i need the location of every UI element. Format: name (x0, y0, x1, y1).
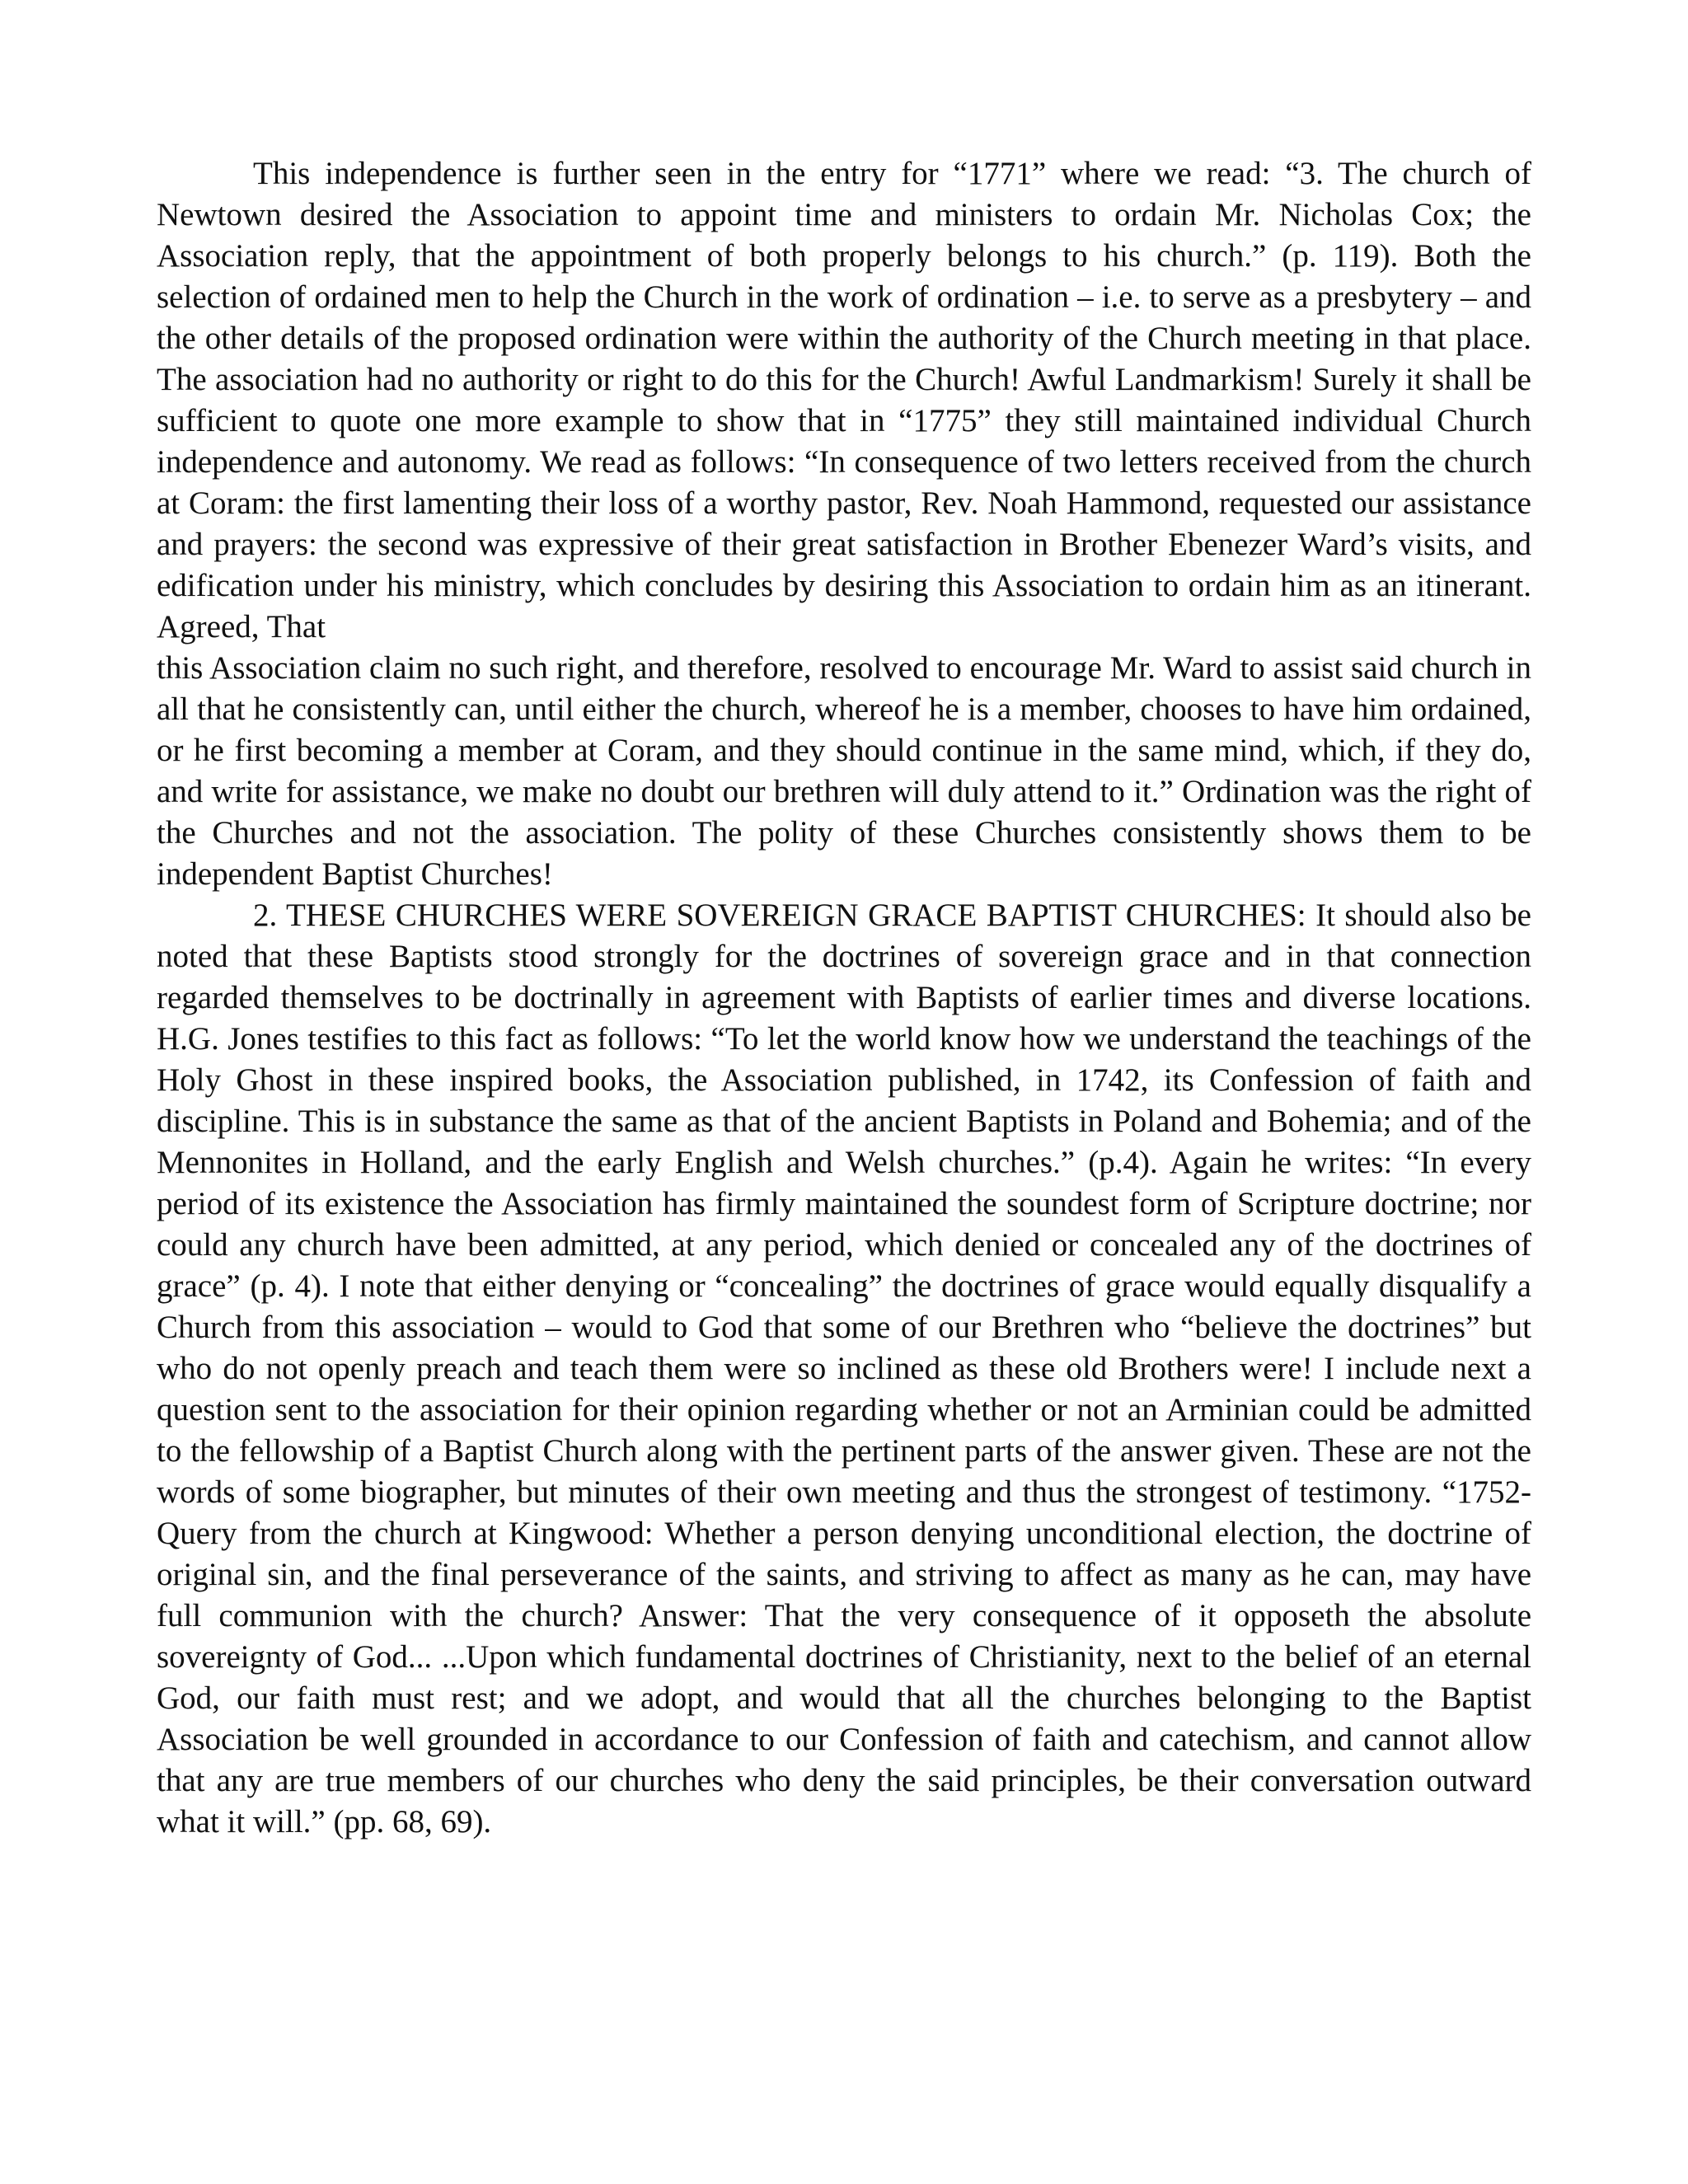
body-text (157, 153, 1531, 1843)
paragraph-association-claim: this Association claim no such right, and therefore, resolved to encourage Mr. Ward to assist said church in all that he consistently can, until either the church, whereof he is a member, chooses to have him ordained, or he first becoming a member at Coram, and they should continue in the same mind, which, if they do, and write for assistance, we make no doubt our brethren will duly attend to it.” Ordination was the right of the Churches and not the association. The polity of these Churches consistently shows them to be independent Baptist Churches! (157, 650, 1531, 892)
paragraph-ordination-newtown-coram: This independence is further seen in the entry for “1771” where we read: “3. The church of Newtown desired the Association to appoint time and ministers to ordain Mr. Nicholas Cox; the Association reply, that the appointment of both properly belongs to his church.” (p. 119). Both the selection of ordained men to help the Church in the work of ordination – i.e. to serve as a presbytery – and the other details of the proposed ordination were within the authority of the Church meeting in that place. The association had no authority or right to do this for the Church! Awful Landmarkism! Surely it shall be sufficient to quote one more example to show that in “1775” they still maintained individual Church independence and autonomy. We read as follows: “In consequence of two letters received from the church at Coram: the first lamenting their loss of a worthy pastor, Rev. Noah Hammond, requested our assistance and prayers: the second was expressive of their great satisfaction in Brother Ebenezer Ward’s visits, and edification under his ministry, which concludes by desiring this Association to ordain him as an itinerant. Agreed, That (157, 156, 1531, 644)
paragraph-sovereign-grace: 2. THESE CHURCHES WERE SOVEREIGN GRACE BAPTIST CHURCHES: It should also be noted that these Baptists stood strongly for the doctrines of sovereign grace and in that connection regarded themselves to be doctrinally in agreement with Baptists of earlier times and diverse locations. H.G. Jones testifies to this fact as follows: “To let the world know how we understand the teachings of the Holy Ghost in these inspired books, the Association published, in 1742, its Confession of faith and discipline. This is in substance the same as that of the ancient Baptists in Poland and Bohemia; and of the Mennonites in Holland, and the early English and Welsh churches.” (p.4). Again he writes: “In every period of its existence the Association has firmly maintained the soundest form of Scripture doctrine; nor could any church have been admitted, at any period, which denied or concealed any of the doctrines of grace” (p. 4). I note that either denying or “concealing” the doctrines of grace would equally disqualify a Church from this association – would to God that some of our Brethren who “believe the doctrines” but who do not openly preach and teach them were so inclined as these old Brothers were! I include next a question sent to the association for their opinion regarding whether or not an Arminian could be admitted to the fellowship of a Baptist Church along with the pertinent parts of the answer given. These are not the words of some biographer, but minutes of their own meeting and thus the strongest of testimony. “1752- Query from the church at Kingwood: Whether a person denying unconditional election, the doctrine of original sin, and the final perseverance of the saints, and striving to affect as many as he can, may have full communion with the church? Answer: That the very consequence of it opposeth the absolute sovereignty of God... ...Upon which fundamental doctrines of Christianity, next to the belief of an eternal God, our faith must rest; and we adopt, and would that all the churches belonging to the Baptist Association be well grounded in accordance to our Confession of faith and catechism, and cannot allow that any are true members of our churches who deny the said principles, be their conversation outward what it will.” (pp. 68, 69). (157, 898, 1531, 1840)
